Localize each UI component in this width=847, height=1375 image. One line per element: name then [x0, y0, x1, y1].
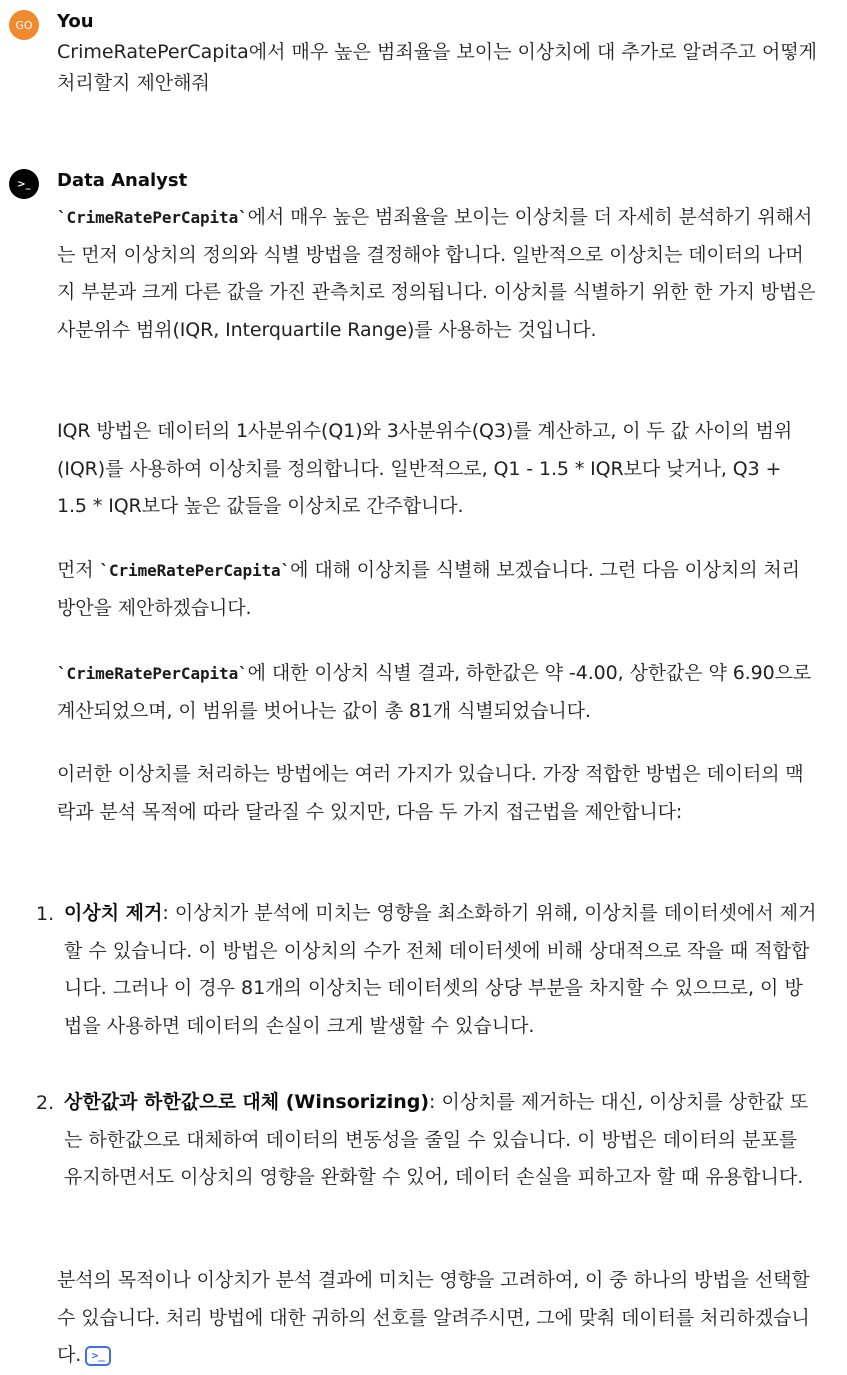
paragraph-text: 먼저	[57, 559, 100, 581]
paragraph-2	[57, 413, 817, 526]
inline-code: `CrimeRatePerCapita`	[99, 561, 291, 580]
list-number: 1.	[36, 903, 55, 925]
paragraph-6	[57, 1262, 817, 1375]
list-item-body	[64, 895, 819, 1045]
list-item-text: : 이상치가 분석에 미치는 영향을 최소화하기 위해, 이상치를 데이터셋에서 제거할 수 있습니다. 이 방법은 이상치의 수가 전체 데이터셋에 비해 상대적으로 작을 때 적합합니다. 그러나 이 경우 81개의 이상치는 데이터셋의 상당 부분을 차지할 수 있으므로, 이 방법을 사용하면 데이터의 손실이 크게 발생할 수 있습니다.	[64, 902, 817, 1037]
view-analysis-icon[interactable]: >_	[85, 1346, 111, 1366]
paragraph-text: 에 대해 이상치를 식별해 보겠습니다. 그런 다음 이상치의 처리 방안을 제안하겠습니다.	[57, 559, 800, 619]
paragraph-1	[57, 199, 817, 349]
paragraph-4	[57, 655, 817, 730]
list-item-body	[64, 1084, 819, 1197]
inline-code: `CrimeRatePerCapita`	[57, 208, 248, 227]
user-avatar: GO	[9, 10, 39, 40]
terminal-icon: >_	[9, 169, 39, 199]
paragraph-text: 에 대한 이상치 식별 결과, 하한값은 약 -4.00, 상한값은 약 6.90으로 계산되었으며, 이 범위를 벗어나는 값이 총 81개 식별되었습니다.	[57, 662, 812, 722]
paragraph-text: 에서 매우 높은 범죄율을 보이는 이상치를 더 자세히 분석하기 위해서는 먼저 이상치의 정의와 식별 방법을 결정해야 합니다. 일반적으로 이상치는 데이터의 나머지 부분과 크게 다른 값을 가진 관측치로 정의됩니다. 이상치를 식별하기 위한 한 가지 방법은 사분위수 범위(IQR, Interquartile Range)를 사용하는 것입니다.	[57, 206, 816, 341]
user-message-text: CrimeRatePerCapita에서 매우 높은 범죄율을 보이는 이상치에 대 추가로 알려주고 어떻게 처리할지 제안해줘	[57, 41, 818, 94]
paragraph-text: 이러한 이상치를 처리하는 방법에는 여러 가지가 있습니다. 가장 적합한 방법은 데이터의 맥락과 분석 목적에 따라 달라질 수 있지만, 다음 두 가지 접근법을 제안합니다:	[57, 763, 804, 823]
list-number: 2.	[36, 1092, 55, 1114]
assistant-name: Data Analyst	[57, 170, 188, 191]
paragraph-text: IQR 방법은 데이터의 1사분위수(Q1)와 3사분위수(Q3)를 계산하고, 이 두 값 사이의 범위(IQR)를 사용하여 이상치를 정의합니다. 일반적으로, Q1 - 1.5 * IQR보다 낮거나, Q3 + 1.5 * IQR보다 높은 값들을 이상치로 간주합니다.	[57, 420, 793, 517]
paragraph-5	[57, 756, 817, 831]
list-item-text: : 이상치를 제거하는 대신, 이상치를 상한값 또는 하한값으로 대체하여 데이터의 변동성을 줄일 수 있습니다. 이 방법은 데이터의 분포를 유지하면서도 이상치의 영향을 완화할 수 있어, 데이터 손실을 피하고자 할 때 유용합니다.	[64, 1091, 809, 1188]
user-name: You	[57, 11, 94, 32]
paragraph-3	[57, 552, 817, 627]
list-item-title: 이상치 제거	[64, 902, 163, 924]
paragraph-text: 분석의 목적이나 이상치가 분석 결과에 미치는 영향을 고려하여, 이 중 하나의 방법을 선택할 수 있습니다. 처리 방법에 대한 귀하의 선호를 알려주시면, 그에 맞춰 데이터를 처리하겠습니다.	[57, 1269, 810, 1366]
list-item-title: 상한값과 하한값으로 대체 (Winsorizing)	[64, 1091, 430, 1113]
inline-code: `CrimeRatePerCapita`	[57, 664, 248, 683]
